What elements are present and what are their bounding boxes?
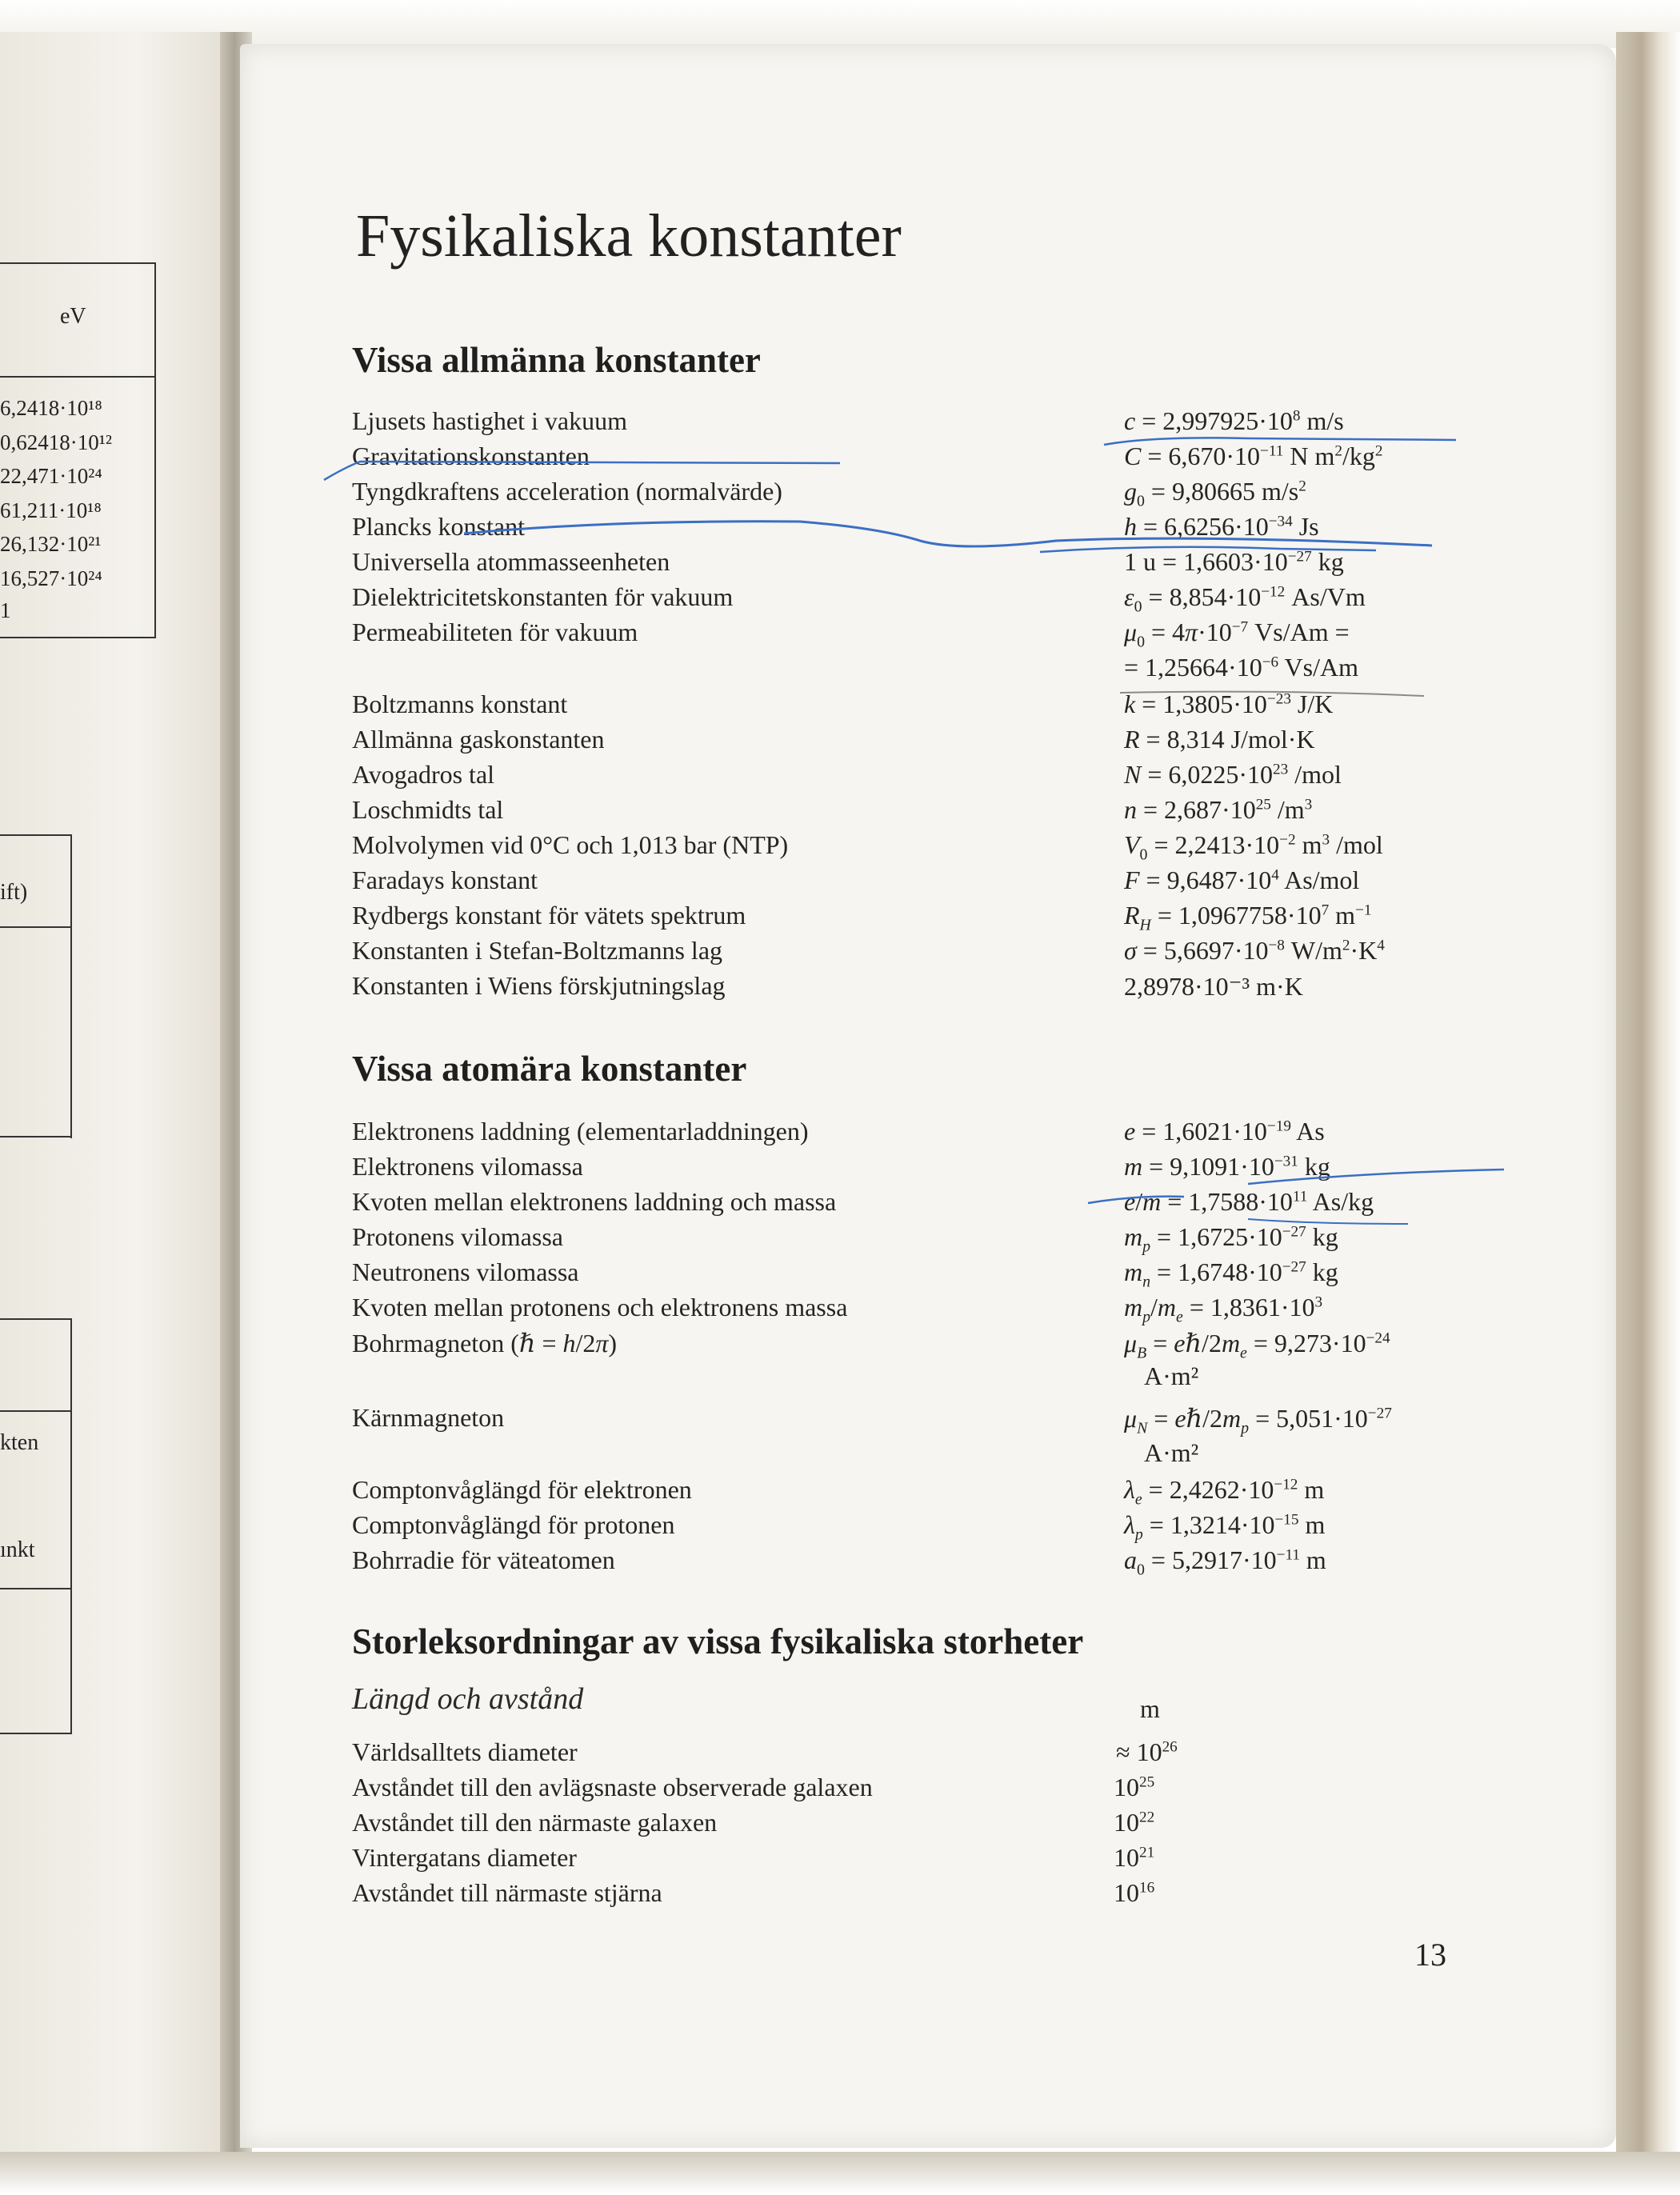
page-title: Fysikaliska konstanter [356, 202, 902, 270]
pen-underline [1104, 438, 1456, 445]
constant-label: Gravitationskonstanten [352, 442, 590, 470]
constant-value: $\lambda_e = 2,4262\cdot 10^{-12}$ m [1124, 1475, 1325, 1509]
pen-underline [1248, 1169, 1504, 1184]
constant-value: $C = 6,670\cdot 10^{-11}$ N $m^2/kg^2$ [1124, 442, 1383, 470]
constant-value: $m_n = 1,6748\cdot 10^{-27}$ kg [1124, 1257, 1338, 1291]
left-table-header: eV [60, 304, 86, 329]
pen-underline [324, 462, 840, 480]
left-fragment: kten [0, 1430, 39, 1455]
constant-value: $F = 9,6487\cdot 10^4$ As/mol [1124, 866, 1360, 894]
constant-value: $c = 2,997925\cdot 10^8$ m/s [1124, 406, 1344, 435]
constant-label: Kvoten mellan elektronens laddning och massa [352, 1187, 837, 1216]
constant-value-continued: = $1,25664\cdot 10^{-6}$ Vs/Am [1124, 653, 1358, 682]
constant-label: Konstanten i Stefan-Boltzmanns lag [352, 936, 723, 965]
constant-label: Bohrradie för väteatomen [352, 1545, 615, 1574]
left-table-value: 26,132·10²¹ [0, 532, 102, 556]
constant-label: Elektronens vilomassa [352, 1152, 583, 1181]
section-heading-magnitudes: Storleksordningar av vissa fysikaliska storheter [352, 1621, 1084, 1661]
section-heading-general: Vissa allmänna konstanter [352, 340, 761, 380]
subheading-length: Längd och avstånd [352, 1682, 584, 1716]
constant-value: $m = 9,1091\cdot 10^{-31}$ kg [1124, 1152, 1330, 1181]
constant-label: Tyngdkraftens acceleration (normalvärde) [352, 477, 782, 506]
constant-value: $e = 1,6021\cdot 10^{-19}$ As [1124, 1117, 1325, 1145]
constant-label: Ljusets hastighet i vakuum [352, 406, 627, 435]
constant-label: Universella atommasseenheten [352, 547, 670, 576]
constant-value: $m_p/m_e = 1,8361\cdot 10^3$ [1124, 1293, 1323, 1326]
pen-underline [1040, 547, 1376, 552]
pen-underline [1248, 1219, 1408, 1224]
constant-label: Elektronens laddning (elementarladdningen) [352, 1117, 809, 1145]
constant-value: $m_p = 1,6725\cdot 10^{-27}$ kg [1124, 1222, 1338, 1256]
magnitude-value: $10^{25}$ [1114, 1773, 1155, 1801]
constant-value: $n = 2,687\cdot 10^{25}$ $/m^3$ [1124, 795, 1313, 824]
constant-label: Neutronens vilomassa [352, 1257, 579, 1286]
left-table-value: 1 [0, 598, 11, 622]
constant-value: $N = 6,0225\cdot 10^{23}$ /mol [1124, 760, 1342, 789]
left-fragment: ift) [0, 880, 28, 905]
constant-value: $k = 1,3805\cdot 10^{-23}$ J/K [1124, 690, 1334, 718]
unit-label: m [1140, 1694, 1160, 1723]
constant-value: $a_0 = 5,2917\cdot 10^{-11}$ m [1124, 1545, 1326, 1579]
constant-value: 1 $u = 1,6603\cdot 10^{-27}$ kg [1124, 547, 1344, 576]
constant-label: Kvoten mellan protonens och elektronens massa [352, 1293, 848, 1321]
left-fragment: ınkt [0, 1537, 35, 1562]
constant-label: Protonens vilomassa [352, 1222, 563, 1251]
constant-value: $g_0 = 9,80665$ $m/s^2$ [1124, 477, 1306, 510]
constant-value: $R_H = 1,0967758\cdot 10^7$ $m^{-1}$ [1124, 901, 1372, 934]
constant-value: $h = 6,6256\cdot 10^{-34}$ Js [1124, 512, 1319, 541]
constant-value: R = 8,314 J/mol·K [1124, 725, 1315, 754]
constant-label: Kärnmagneton [352, 1403, 505, 1432]
magnitude-value: $10^{16}$ [1114, 1878, 1155, 1907]
magnitude-value: $10^{22}$ [1114, 1808, 1155, 1837]
pen-wave [464, 522, 1432, 546]
constant-label: Permeabiliteten för vakuum [352, 618, 638, 646]
constant-value-continued: A·m² [1144, 1438, 1199, 1467]
constant-value: $\varepsilon_0 = 8,854\cdot 10^{-12}$ As/Vm [1124, 582, 1366, 616]
left-table-value: 16,527·10²⁴ [0, 566, 102, 590]
pen-underline [1120, 692, 1424, 696]
constant-label: Bohrmagneton (ℏ = h/2π) [352, 1329, 618, 1357]
constant-label: Dielektricitetskonstanten för vakuum [352, 582, 734, 611]
magnitude-label: Avståndet till närmaste stjärna [352, 1878, 662, 1907]
constant-label: Loschmidts tal [352, 795, 504, 824]
page-number: 13 [1414, 1937, 1446, 1973]
magnitude-value: $10^{21}$ [1114, 1843, 1155, 1872]
left-table-value: 22,471·10²⁴ [0, 464, 102, 488]
constant-label: Konstanten i Wiens förskjutningslag [352, 971, 726, 1000]
constant-value: $\mu_B$ = $e\hbar/2m_e = 9,273\cdot 10^{-24}$ [1124, 1329, 1390, 1362]
constant-value: $\mu_0 = 4\pi\cdot 10^{-7}$ Vs/Am = [1124, 618, 1350, 651]
constant-label: Boltzmanns konstant [352, 690, 568, 718]
constant-label: Allmänna gaskonstanten [352, 725, 605, 754]
constant-label: Comptonvåglängd för protonen [352, 1510, 675, 1539]
constant-value: $e/m = 1,7588\cdot 10^{11}$ As/kg [1124, 1187, 1374, 1216]
constant-label: Rydbergs konstant för vätets spektrum [352, 901, 746, 930]
magnitude-value: ≈ $10^{26}$ [1116, 1737, 1178, 1766]
constant-value: 2,8978·10⁻³ m·K [1124, 972, 1303, 1001]
constant-value: $\sigma = 5,6697\cdot 10^{-8}$ $W/m^2\cdot K^4$ [1124, 936, 1385, 965]
constant-value: $\lambda_p = 1,3214\cdot 10^{-15}$ m [1124, 1510, 1326, 1544]
magnitude-label: Avståndet till den närmaste galaxen [352, 1808, 718, 1837]
magnitude-label: Avståndet till den avlägsnaste observerade galaxen [352, 1773, 873, 1801]
constant-value: $V_0 = 2,2413\cdot 10^{-2}$ $m^3$ /mol [1124, 830, 1383, 864]
left-table-value: 0,62418·10¹² [0, 430, 112, 454]
constant-label: Molvolymen vid 0°C och 1,013 bar (NTP) [352, 830, 789, 859]
section-heading-atomic: Vissa atomära konstanter [352, 1049, 747, 1089]
constant-label: Plancks konstant [352, 512, 525, 541]
magnitude-label: Världsalltets diameter [352, 1737, 578, 1766]
constant-label: Avogadros tal [352, 760, 495, 789]
magnitude-label: Vintergatans diameter [352, 1843, 577, 1872]
constant-value-continued: A·m² [1144, 1361, 1199, 1390]
left-table-value: 6,2418·10¹⁸ [0, 396, 102, 420]
left-table-value: 61,211·10¹⁸ [0, 498, 102, 522]
constant-value: $\mu_N$ = $e\hbar/2m_p = 5,051\cdot 10^{-27}$ [1124, 1404, 1392, 1437]
pen-underline [1088, 1197, 1184, 1203]
constant-label: Comptonvåglängd för elektronen [352, 1475, 692, 1504]
constant-label: Faradays konstant [352, 866, 538, 894]
